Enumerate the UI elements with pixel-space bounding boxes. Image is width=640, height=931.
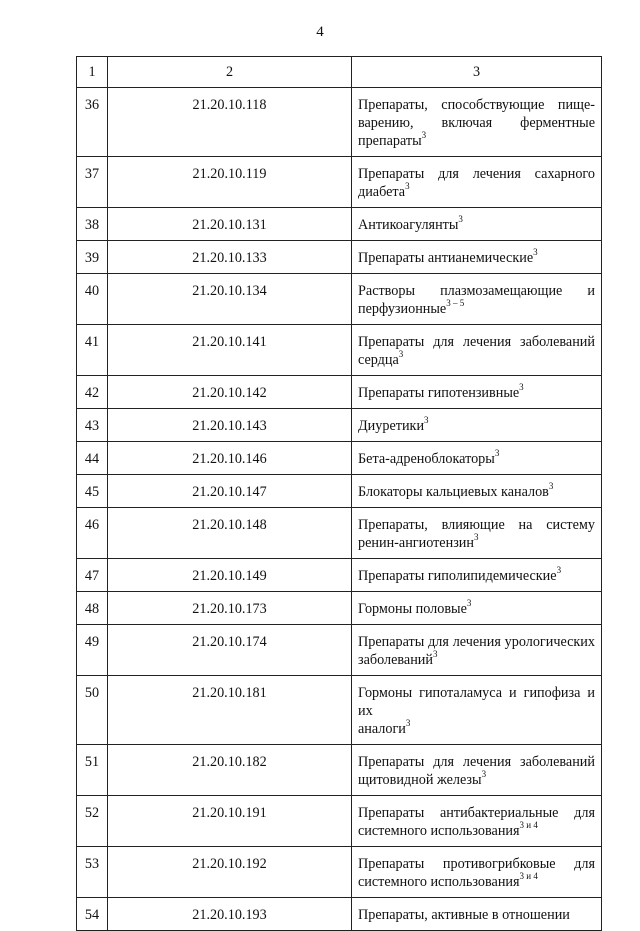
product-name-line — [358, 96, 595, 114]
okpd-code: 21.20.10.134 — [108, 274, 352, 325]
product-name-text: препараты — [358, 133, 422, 149]
product-name-line — [358, 183, 595, 201]
product-name-text: Гормоны половые — [358, 601, 467, 617]
product-name — [352, 88, 602, 157]
footnote-mark: 3 — [466, 598, 472, 609]
footnote-mark: 3 и 4 — [519, 871, 538, 882]
table-row — [77, 475, 602, 508]
table-header-row — [77, 57, 602, 88]
table-row — [77, 157, 602, 208]
product-name-text: заболеваний — [358, 652, 433, 668]
product-name-text: ренин-ангиотензин — [358, 535, 474, 551]
product-name-text: аналоги — [358, 721, 406, 737]
product-name-text: Препараты гиполипидемические — [358, 568, 557, 584]
column-header-1: 1 — [77, 57, 108, 88]
product-name-line — [358, 333, 595, 351]
row-number: 52 — [77, 796, 108, 847]
okpd-code: 21.20.10.131 — [108, 208, 352, 241]
product-name — [352, 592, 602, 625]
product-name-text: Препараты для лечения заболеваний — [358, 754, 595, 770]
product-name — [352, 376, 602, 409]
product-name-line — [358, 216, 595, 234]
table-row — [77, 325, 602, 376]
product-name-line — [358, 567, 595, 585]
table-row — [77, 796, 602, 847]
okpd-code: 21.20.10.119 — [108, 157, 352, 208]
okpd-code: 21.20.10.173 — [108, 592, 352, 625]
product-name-line — [358, 720, 595, 738]
okpd-code: 21.20.10.142 — [108, 376, 352, 409]
table-row — [77, 847, 602, 898]
okpd-code: 21.20.10.143 — [108, 409, 352, 442]
product-name — [352, 898, 602, 931]
row-number: 50 — [77, 676, 108, 745]
product-name-line — [358, 351, 595, 369]
product-name-line — [358, 771, 595, 789]
table-row — [77, 508, 602, 559]
row-number: 47 — [77, 559, 108, 592]
table-row — [77, 241, 602, 274]
okpd-code: 21.20.10.133 — [108, 241, 352, 274]
product-name-line — [358, 684, 595, 720]
row-number: 36 — [77, 88, 108, 157]
okpd-code: 21.20.10.191 — [108, 796, 352, 847]
okpd-code: 21.20.10.149 — [108, 559, 352, 592]
row-number: 43 — [77, 409, 108, 442]
product-name — [352, 475, 602, 508]
medicines-table — [76, 56, 602, 931]
product-name-line — [358, 873, 595, 891]
footnote-mark: 3 — [421, 130, 427, 141]
okpd-code: 21.20.10.147 — [108, 475, 352, 508]
product-name-line — [358, 804, 595, 822]
product-name-line — [358, 417, 595, 435]
row-number: 42 — [77, 376, 108, 409]
okpd-code: 21.20.10.193 — [108, 898, 352, 931]
product-name-text: щитовидной железы — [358, 772, 482, 788]
product-name-text: Препараты антибактериальные для — [358, 805, 595, 821]
product-name — [352, 325, 602, 376]
product-name — [352, 208, 602, 241]
product-name — [352, 676, 602, 745]
footnote-mark: 3 — [424, 415, 429, 426]
product-name-line — [358, 534, 595, 552]
footnote-mark: 3 — [533, 247, 538, 258]
okpd-code: 21.20.10.174 — [108, 625, 352, 676]
product-name-line — [358, 132, 595, 150]
table-row — [77, 88, 602, 157]
product-name-line — [358, 165, 595, 183]
row-number: 44 — [77, 442, 108, 475]
row-number: 40 — [77, 274, 108, 325]
product-name-line — [358, 822, 595, 840]
row-number: 39 — [77, 241, 108, 274]
product-name-line — [358, 249, 595, 267]
okpd-code: 21.20.10.148 — [108, 508, 352, 559]
product-name — [352, 241, 602, 274]
footnote-mark: 3 — [556, 565, 562, 576]
footnote-mark: 3 — [398, 349, 404, 360]
okpd-code: 21.20.10.118 — [108, 88, 352, 157]
product-name — [352, 442, 602, 475]
product-name-line — [358, 651, 595, 669]
footnote-mark: 3 — [494, 448, 500, 459]
product-name-text: системного использования — [358, 823, 520, 839]
row-number: 53 — [77, 847, 108, 898]
column-header-2: 2 — [108, 57, 352, 88]
table-row — [77, 625, 602, 676]
product-name — [352, 157, 602, 208]
footnote-mark: 3 — [481, 769, 487, 780]
product-name — [352, 625, 602, 676]
okpd-code: 21.20.10.182 — [108, 745, 352, 796]
product-name-text: Препараты, влияющие на систему — [358, 517, 595, 533]
product-name — [352, 508, 602, 559]
footnote-mark: 3 — [548, 481, 554, 492]
product-name-text: Препараты для лечения сахарного — [358, 166, 595, 182]
product-name — [352, 409, 602, 442]
product-name-text: Антикоагулянты — [358, 217, 459, 233]
row-number: 45 — [77, 475, 108, 508]
product-name-line — [358, 300, 595, 318]
product-name — [352, 796, 602, 847]
okpd-code: 21.20.10.192 — [108, 847, 352, 898]
product-name-text: Препараты, активные в отношении — [358, 907, 570, 923]
product-name-line — [358, 855, 595, 873]
footnote-mark: 3 — [405, 718, 411, 729]
footnote-mark: 3 — [405, 181, 410, 192]
product-name-text: диабета — [358, 184, 406, 200]
product-name-text: Препараты для лечения заболеваний — [358, 334, 595, 350]
product-name-text: системного использования — [358, 874, 520, 890]
table-row — [77, 745, 602, 796]
product-name — [352, 274, 602, 325]
table-row — [77, 592, 602, 625]
footnote-mark: 3 и 4 — [519, 820, 538, 831]
row-number: 48 — [77, 592, 108, 625]
product-name-text: Диуретики — [358, 418, 425, 434]
row-number: 37 — [77, 157, 108, 208]
product-name-text: Препараты противогрибковые для — [358, 856, 595, 872]
product-name-text: Бета-адреноблокаторы — [358, 451, 495, 467]
product-name-text: Растворы плазмозамещающие и — [358, 283, 595, 299]
product-name-text: варению, включая ферментные — [358, 115, 595, 131]
product-name-text: Препараты антианемические — [358, 250, 534, 266]
product-name-line — [358, 600, 595, 618]
product-name-line — [358, 753, 595, 771]
product-name-text: Гормоны гипоталамуса и гипофиза и их — [358, 685, 595, 719]
product-name-line — [358, 906, 595, 924]
footnote-mark: 3 — [433, 649, 438, 660]
row-number: 46 — [77, 508, 108, 559]
footnote-mark: 3 — [458, 214, 463, 225]
product-name-text: Препараты гипотензивные — [358, 385, 520, 401]
product-name-text: Препараты для лечения урологических — [358, 634, 595, 650]
row-number: 38 — [77, 208, 108, 241]
table-row — [77, 409, 602, 442]
product-name — [352, 559, 602, 592]
product-name-text: Блокаторы кальциевых каналов — [358, 484, 549, 500]
product-name-text: сердца — [358, 352, 399, 368]
product-name-line — [358, 384, 595, 402]
okpd-code: 21.20.10.141 — [108, 325, 352, 376]
product-name-line — [358, 282, 595, 300]
page-number: 4 — [316, 24, 324, 40]
footnote-mark: 3 — [519, 382, 524, 393]
row-number: 41 — [77, 325, 108, 376]
table-row — [77, 376, 602, 409]
product-name — [352, 745, 602, 796]
footnote-mark: 3 — [473, 532, 479, 543]
product-name-line — [358, 633, 595, 651]
row-number: 54 — [77, 898, 108, 931]
product-name — [352, 847, 602, 898]
table-row — [77, 676, 602, 745]
product-name-line — [358, 450, 595, 468]
product-name-text: перфузионные — [358, 301, 447, 317]
table-row — [77, 442, 602, 475]
product-name-text: Препараты, способствующие пище- — [358, 97, 595, 113]
row-number: 51 — [77, 745, 108, 796]
okpd-code: 21.20.10.181 — [108, 676, 352, 745]
okpd-code: 21.20.10.146 — [108, 442, 352, 475]
table-row — [77, 559, 602, 592]
column-header-3: 3 — [352, 57, 602, 88]
table-row — [77, 208, 602, 241]
footnote-mark: 3 – 5 — [446, 298, 465, 309]
product-name-line — [358, 114, 595, 132]
product-name-line — [358, 483, 595, 501]
table-row — [77, 274, 602, 325]
table-row — [77, 898, 602, 931]
row-number: 49 — [77, 625, 108, 676]
